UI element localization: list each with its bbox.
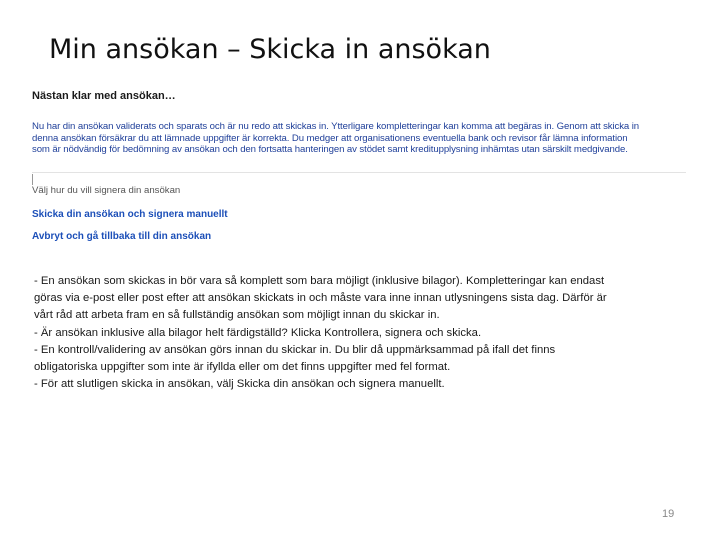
- screenshot-heading: Nästan klar med ansökan…: [32, 90, 176, 102]
- intro-line: Nu har din ansökan validerats och sparats och är nu redo att skickas in. Ytterligare kompletteringar kan komma att begäras in. Genom att skicka in: [32, 121, 639, 132]
- instruction-notes: [34, 273, 694, 393]
- slide-title: Min ansökan – Skicka in ansökan: [49, 34, 491, 65]
- note-line: göras via e-post eller post efter att ansökan skickats in och måste vara inne innan utlysningens sista dag. Därför är: [34, 292, 607, 305]
- cancel-and-return-link[interactable]: Avbryt och gå tillbaka till din ansökan: [32, 231, 212, 242]
- note-line: - Är ansökan inklusive alla bilagor helt färdigställd? Klicka Kontrollera, signera och skicka.: [34, 326, 482, 339]
- note-line: obligatoriska uppgifter som inte är ifyllda eller om det finns uppgifter med fel format.: [34, 361, 451, 374]
- text-cursor: [32, 174, 33, 185]
- divider: [32, 172, 686, 173]
- note-line: - En ansökan som skickas in bör vara så komplett som bara möjligt (inklusive bilagor). Kompletteringar kan endast: [34, 275, 605, 287]
- application-screenshot: [30, 88, 705, 248]
- submit-and-sign-manually-link[interactable]: Skicka din ansökan och signera manuellt: [32, 209, 228, 220]
- note-line: - För att slutligen skicka in ansökan, välj Skicka din ansökan och signera manuellt.: [34, 378, 445, 391]
- intro-text: [32, 121, 700, 156]
- sign-method-label: Välj hur du vill signera din ansökan: [32, 185, 181, 196]
- intro-line: som är nödvändig för bedömning av ansökan och den fortsatta hanteringen av stödet samt kreditupplysning inhämtas utan särskilt medgivande.: [32, 144, 628, 156]
- intro-line: denna ansökan försäkrar du att lämnade uppgifter är korrekta. Du medger att organisationens eventuella bank och revisor får lämna information: [32, 132, 628, 144]
- note-line: vårt råd att arbeta fram en så fullständig ansökan som möjligt innan du skickar in.: [34, 309, 440, 322]
- page-number: 19: [662, 508, 675, 520]
- note-line: - En kontroll/validering av ansökan görs innan du skickar in. Du blir då uppmärksammad på ifall det finns: [34, 343, 556, 356]
